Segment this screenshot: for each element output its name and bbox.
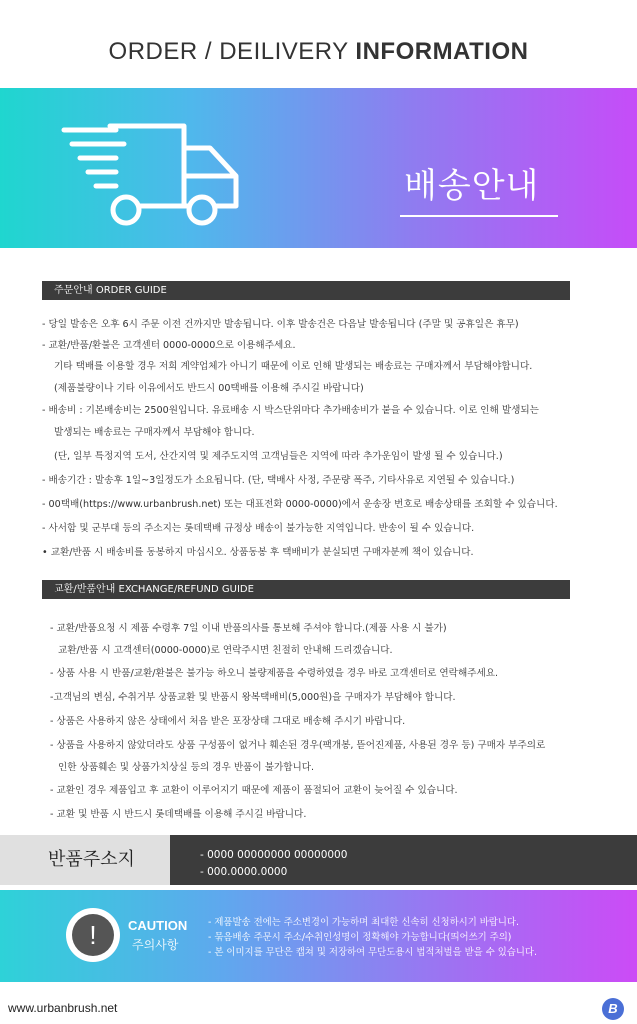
list-item: 발생되는 배송료는 구매자께서 부담해야 합니다. xyxy=(54,427,255,438)
page-title xyxy=(0,38,637,66)
list-item: - 상품을 사용하지 않았더라도 상품 구성품이 없거나 훼손된 경우(팩개봉, 뜯어진제품, 사용된 경우 등) 구매자 부주의로 xyxy=(50,740,546,751)
return-address-section xyxy=(0,835,637,885)
return-address-value xyxy=(170,835,637,885)
list-item: - 사서함 및 군부대 등의 주소지는 롯데택배 규정상 배송이 불가능한 지역입니다. 반송이 될 수 있습니다. xyxy=(42,523,475,534)
list-item: • 교환/반품 시 배송비를 동봉하지 마십시오. 상품동봉 후 택배비가 분실되면 구매자분께 책이 있습니다. xyxy=(42,547,474,558)
list-item: - 00택배(https://www.urbanbrush.net) 또는 대표전화 0000-0000)에서 운송장 번호로 배송상태를 조회할 수 있습니다. xyxy=(42,499,558,510)
list-item: - 상품 사용 시 반품/교환/환불은 불가능 하오니 불량제품을 수령하였을 경우 바로 고객센터로 연락해주세요. xyxy=(50,668,499,679)
list-item: 인한 상품훼손 및 상품가치상실 등의 경우 반품이 불가합니다. xyxy=(58,762,315,773)
caution-banner xyxy=(0,890,637,982)
caution-title-en: CAUTION xyxy=(128,918,188,933)
exclamation-icon xyxy=(66,908,120,962)
list-item: - 본 이미지를 무단은 캡쳐 및 저장하여 무단도용시 법적처벌을 받을 수 있습니다. xyxy=(208,947,537,958)
list-item: - 묶음배송 주문시 주소/수취인성명이 정확해야 가능합니다(띄어쓰기 주의) xyxy=(208,932,512,943)
caution-list xyxy=(208,915,537,960)
title-light: ORDER / DEILIVERY xyxy=(108,38,356,65)
return-address-label: 반품주소지 xyxy=(0,835,170,885)
list-item: - 배송비 : 기본배송비는 2500원입니다. 유료배송 시 박스단위마다 추가배송비가 붙을 수 있습니다. 이로 인해 발생되는 xyxy=(42,405,539,416)
title-bold: INFORMATION xyxy=(355,38,529,65)
exchange-guide-heading: 교환/반품안내 EXCHANGE/REFUND GUIDE xyxy=(42,580,570,599)
brand-logo-icon: B xyxy=(602,998,624,1020)
exclamation-symbol: ! xyxy=(72,914,114,956)
list-item: (단, 일부 특정지역 도서, 산간지역 및 제주도지역 고객님들은 지역에 따라 추가운임이 발생 될 수 있습니다.) xyxy=(54,451,503,462)
order-guide-heading: 주문안내 ORDER GUIDE xyxy=(42,281,570,300)
caution-title-ko: 주의사항 xyxy=(132,938,179,952)
list-item: - 제품발송 전에는 주소변경이 가능하며 최대한 신속히 신청하시기 바랍니다. xyxy=(208,917,519,928)
footer-url-link[interactable]: www.urbanbrush.net xyxy=(8,1001,118,1015)
return-phone-line: - 000.0000.0000 xyxy=(200,866,288,878)
list-item: - 교환인 경우 제품입고 후 교환이 이루어지기 때문에 제품이 품절되어 교환이 늦어질 수 있습니다. xyxy=(50,785,458,796)
list-item: - 상품은 사용하지 않은 상태에서 처음 받은 포장상태 그대로 배송해 주시기 바랍니다. xyxy=(50,716,406,727)
hero-title: 배송안내 xyxy=(404,166,540,206)
return-address-line: - 0000 00000000 00000000 xyxy=(200,849,348,861)
hero-underline xyxy=(400,215,558,217)
list-item: (제품불량이나 기타 이유에서도 반드시 00택배를 이용해 주시길 바랍니다) xyxy=(54,383,364,394)
list-item: 기타 택배를 이용할 경우 저희 계약업체가 아니기 때문에 이로 인해 발생되는 배송료는 구매자께서 부담해야합니다. xyxy=(54,361,533,372)
delivery-truck-icon xyxy=(58,122,248,232)
list-item: - 교환/반품/환불은 고객센터 0000-0000으로 이용해주세요. xyxy=(42,340,296,351)
list-item: 교환/반품 시 고객센터(0000-0000)로 연락주시면 친절히 안내해 드리겠습니다. xyxy=(58,645,393,656)
list-item: -고객님의 변심, 수취거부 상품교환 및 반품시 왕복택배비(5,000원)을 구매자가 부담해야 합니다. xyxy=(50,692,456,703)
list-item: - 교환 및 반품 시 반드시 롯데택배를 이용해 주시길 바랍니다. xyxy=(50,809,307,820)
list-item: - 당일 발송은 오후 6시 주문 이전 건까지만 발송됩니다. 이후 발송건은 다음날 발송됩니다 (주말 및 공휴일은 휴무) xyxy=(42,319,519,330)
list-item: - 배송기간 : 발송후 1일~3일정도가 소요됩니다. (단, 택배사 사정, 주문량 폭주, 기타사유로 지연될 수 있습니다.) xyxy=(42,475,515,486)
delivery-banner xyxy=(0,88,637,248)
list-item: - 교환/반품요청 시 제품 수령후 7일 이내 반품의사를 통보해 주셔야 합니다.(제품 사용 시 불가) xyxy=(50,623,447,634)
